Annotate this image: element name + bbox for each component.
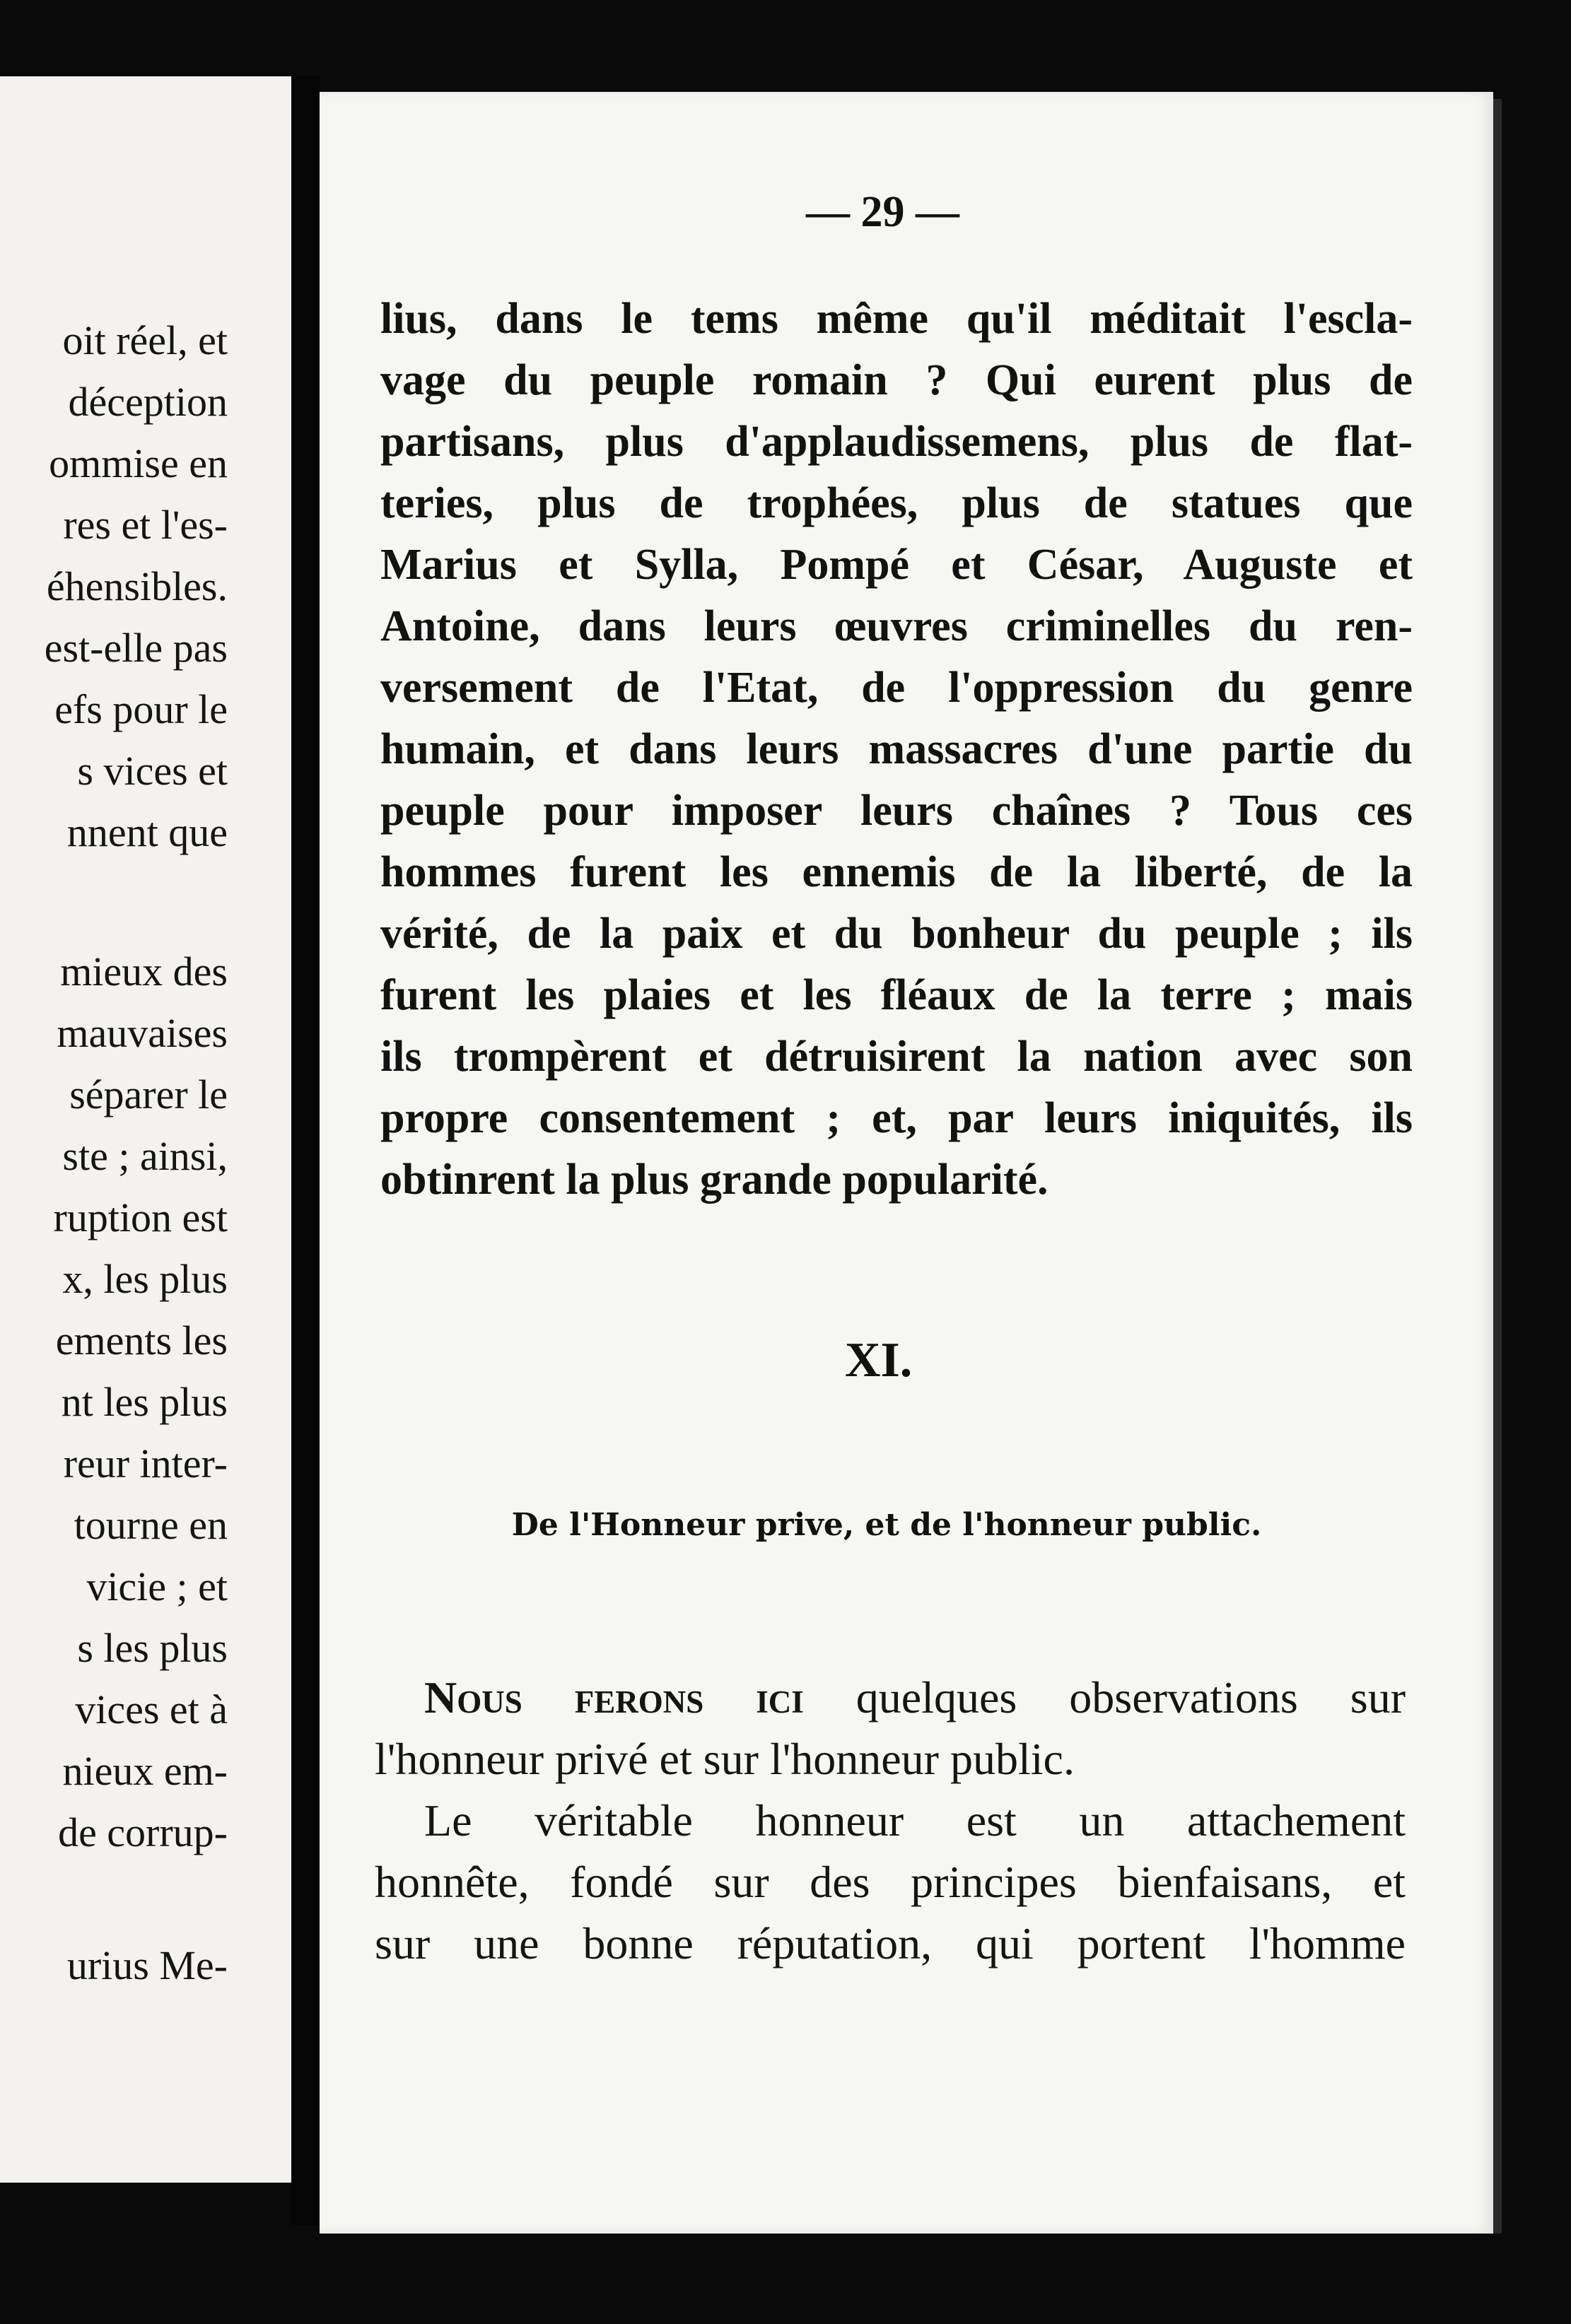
paragraph-line: hommes furent les ennemis de la liberté, de la — [380, 848, 1413, 896]
left-page-line: nt les plus — [61, 1379, 228, 1425]
paragraph-line: vage du peuple romain ? Qui eurent plus de — [380, 356, 1413, 404]
left-page-line: nieux em- — [62, 1748, 228, 1794]
left-page-line: de corrup- — [58, 1809, 228, 1855]
paragraph-line-rest: quelques observations sur — [855, 1672, 1406, 1723]
left-page-line: mieux des — [60, 949, 228, 994]
left-page-line: reur inter- — [63, 1440, 228, 1486]
opening-smallcaps: Nous ferons ici — [424, 1672, 804, 1723]
paragraph-line: peuple pour imposer leurs chaînes ? Tous ces — [380, 787, 1413, 835]
page-gutter — [291, 76, 320, 2225]
left-page-line: vices et à — [75, 1686, 228, 1732]
paragraph-line — [424, 1672, 1406, 1723]
paragraph-line: propre consentement ; et, par leurs iniquités, ils — [380, 1094, 1413, 1142]
left-page-line: s vices et — [77, 748, 228, 794]
left-page-line: efs pour le — [54, 686, 228, 732]
paragraph-line: honnête, fondé sur des principes bienfaisans, et — [375, 1857, 1406, 1907]
left-page-line: x, les plus — [62, 1256, 228, 1302]
paragraph-line: teries, plus de trophées, plus de statues que — [380, 479, 1413, 527]
left-page-line: ements les — [55, 1317, 228, 1363]
left-page-line: res et l'es- — [63, 502, 228, 548]
left-page-line: tourne en — [74, 1502, 228, 1548]
left-page-line: s les plus — [77, 1625, 228, 1671]
left-page-line: oit réel, et — [62, 317, 228, 363]
previous-page-fragment — [0, 76, 291, 2183]
left-page-line: ommise en — [49, 440, 228, 486]
left-page-line: est-elle pas — [44, 625, 228, 671]
page-number: — 29 — — [806, 188, 959, 236]
left-page-line: ste ; ainsi, — [62, 1133, 228, 1179]
paragraph-line: Marius et Sylla, Pompé et César, Auguste et — [380, 541, 1413, 589]
left-page-line: déception — [68, 379, 228, 425]
left-page-line: vicie ; et — [86, 1563, 228, 1609]
left-page-line: séparer le — [69, 1072, 228, 1117]
left-page-line: mauvaises — [57, 1010, 228, 1056]
left-page-line: ruption est — [53, 1195, 228, 1240]
paragraph-line: sur une bonne réputation, qui portent l'homme — [375, 1918, 1406, 1968]
page-edge-shadow — [1493, 99, 1502, 2234]
section-title: De l'Honneur prive, et de l'honneur public. — [511, 1507, 1262, 1543]
paragraph-line: l'honneur privé et sur l'honneur public. — [375, 1734, 1075, 1784]
paragraph-line: ils trompèrent et détruisirent la nation avec son — [380, 1033, 1413, 1081]
paragraph-line: lius, dans le tems même qu'il méditait l'escla- — [380, 295, 1413, 343]
paragraph-line: Antoine, dans leurs œuvres criminelles du ren- — [380, 602, 1413, 650]
paragraph-line: furent les plaies et les fléaux de la terre ; mais — [380, 971, 1413, 1019]
paragraph-line: Le véritable honneur est un attachement — [424, 1795, 1406, 1845]
paragraph-line: vérité, de la paix et du bonheur du peuple ; ils — [380, 910, 1413, 958]
paragraph-line: obtinrent la plus grande popularité. — [380, 1156, 1049, 1204]
paragraph-line: partisans, plus d'applaudissemens, plus de flat- — [380, 418, 1413, 466]
paragraph-line: versement de l'Etat, de l'oppression du genre — [380, 664, 1413, 712]
left-page-line: nnent que — [66, 809, 228, 855]
left-page-line: éhensibles. — [46, 563, 228, 609]
paragraph-line: humain, et dans leurs massacres d'une partie du — [380, 725, 1413, 773]
left-page-line: urius Me- — [66, 1942, 228, 1988]
section-number: XI. — [845, 1333, 913, 1387]
